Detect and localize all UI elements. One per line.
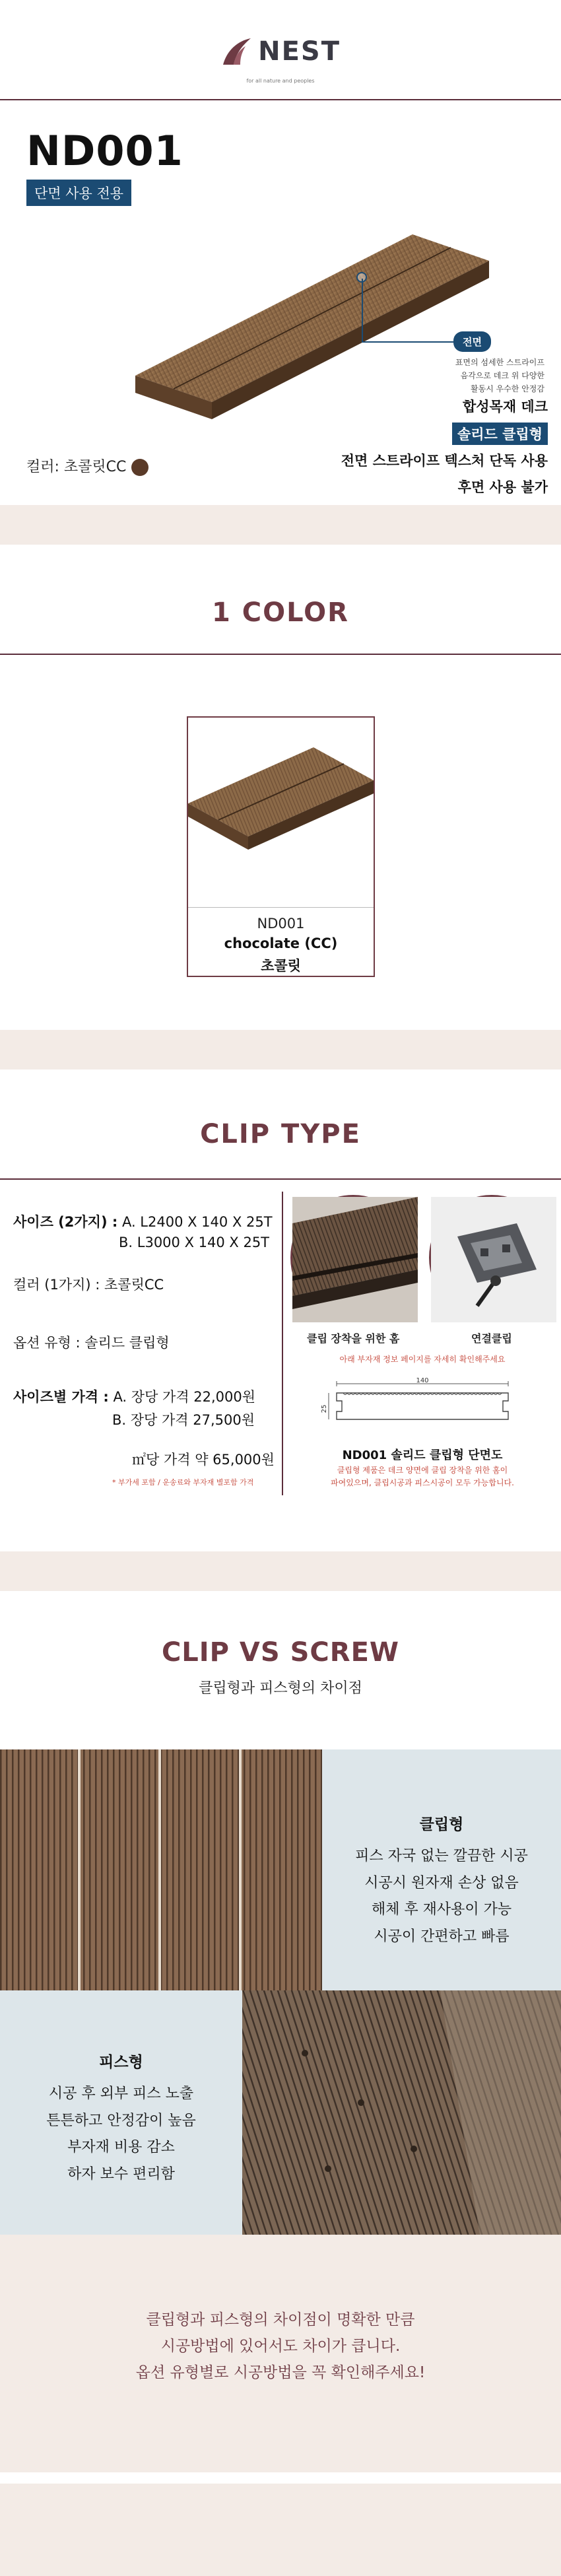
option-spec: 옵션 유형 : 솔리드 클립형 <box>13 1335 170 1351</box>
swatch-name-en: chocolate (CC) <box>224 935 338 951</box>
feature-back-unusable: 후면 사용 불가 <box>457 479 548 495</box>
size-spec-b: B. L3000 X 140 X 25T <box>119 1235 270 1250</box>
logo-mark-icon <box>220 37 252 66</box>
callout-line <box>362 341 454 343</box>
summary-line: 옵션 유형별로 시공방법을 꼭 확인해주세요! <box>135 2364 426 2381</box>
vs-subtitle: 클립형과 피스형의 차이점 <box>199 1680 362 1697</box>
spacer-band <box>0 1030 561 1069</box>
drawing-title: ND001 솔리드 클립형 단면도 <box>342 1448 503 1462</box>
logo-tagline: for all nature and peoples <box>246 78 315 84</box>
footer-band <box>0 2484 561 2576</box>
cross-section-drawing <box>321 1377 521 1435</box>
price-per-m2: ㎡당 가격 약 65,000원 <box>132 1452 275 1468</box>
callout-text: 표면의 섬세한 스트라이프 음각으로 데크 위 다양한 활동시 우수한 안정감 <box>455 358 544 393</box>
summary-line: 클립형과 피스형의 차이점이 명확한 만큼 <box>146 2311 415 2328</box>
clip-section-title: CLIP TYPE <box>200 1119 361 1149</box>
clip-panel: 클립형 피스 자국 없는 깔끔한 시공 시공시 원자재 손상 없음 해체 후 재사용이 가능 시공이 간편하고 빠름 <box>322 1749 561 1990</box>
dim-width: 140 <box>416 1377 429 1384</box>
price-spec: 사이즈별 가격 : A. 장당 가격 22,000원 <box>13 1389 256 1405</box>
screw-heading: 피스형 <box>99 2054 143 2071</box>
clip-deck-photo <box>0 1749 322 1990</box>
vs-title: CLIP VS SCREW <box>161 1637 400 1668</box>
dim-height: 25 <box>321 1404 328 1413</box>
color-chip <box>131 459 148 476</box>
clip-photo <box>429 1195 554 1320</box>
swatch-name-ko: 초콜릿 <box>261 958 301 974</box>
swatch-code: ND001 <box>257 916 305 932</box>
swatch-image <box>188 718 374 908</box>
image-note: 아래 부자재 정보 페이지를 자세히 확인해주세요 <box>339 1355 506 1364</box>
color-swatch-card <box>187 716 375 977</box>
logo-text: NEST <box>258 36 341 67</box>
product-tag: 단면 사용 전용 <box>26 180 131 206</box>
clip-vs-screw-section <box>0 1591 561 2235</box>
price-spec-b: B. 장당 가격 27,500원 <box>112 1412 255 1428</box>
column-divider <box>282 1192 283 1495</box>
clip-heading: 클립형 <box>419 1816 464 1833</box>
feature-texture: 전면 스트라이프 텍스처 단독 사용 <box>341 453 548 469</box>
spacer-line <box>0 2472 561 2484</box>
section-divider <box>0 1178 561 1180</box>
callout-line <box>362 279 363 341</box>
screw-panel: 피스형 시공 후 외부 피스 노출 튼튼하고 안정감이 높음 부자재 비용 감소 하자 보수 편리함 <box>0 1990 242 2235</box>
spacer-band <box>0 505 561 545</box>
color-section <box>0 545 561 1030</box>
clip-type-section <box>0 1069 561 1551</box>
color-section-title: 1 COLOR <box>212 597 349 628</box>
product-code: ND001 <box>26 127 183 175</box>
section-divider <box>0 654 561 655</box>
spacer-band <box>0 1551 561 1591</box>
clip-caption: 연결클립 <box>471 1332 512 1345</box>
product-hero <box>0 99 561 505</box>
drawing-note: 클립형 제품은 데크 양면에 클립 장착을 위한 홈이 파여있으며, 클립시공과 피스시공이 모두 가능합니다. <box>331 1466 514 1488</box>
brand-header <box>0 0 561 99</box>
groove-caption: 클립 장착을 위한 홈 <box>307 1332 400 1345</box>
feature-material: 합성목재 데크 <box>462 399 548 415</box>
product-board-image <box>135 229 505 456</box>
feature-clip-type: 솔리드 클립형 <box>452 423 548 445</box>
callout-badge: 전면 <box>453 331 491 352</box>
color-spec: 컬러 (1가지) : 초콜릿CC <box>13 1277 164 1293</box>
color-label: 컬러: 초콜릿CC <box>26 456 148 476</box>
size-spec: 사이즈 (2가지) : A. L2400 X 140 X 25T <box>13 1214 273 1230</box>
logo <box>0 36 561 67</box>
price-note: * 부가세 포함 / 운송료와 부자재 별포함 가격 <box>112 1478 254 1487</box>
groove-photo <box>290 1195 416 1320</box>
summary-line: 시공방법에 있어서도 차이가 큽니다. <box>160 2338 401 2355</box>
summary-section <box>0 2235 561 2472</box>
screw-deck-photo <box>242 1990 561 2235</box>
